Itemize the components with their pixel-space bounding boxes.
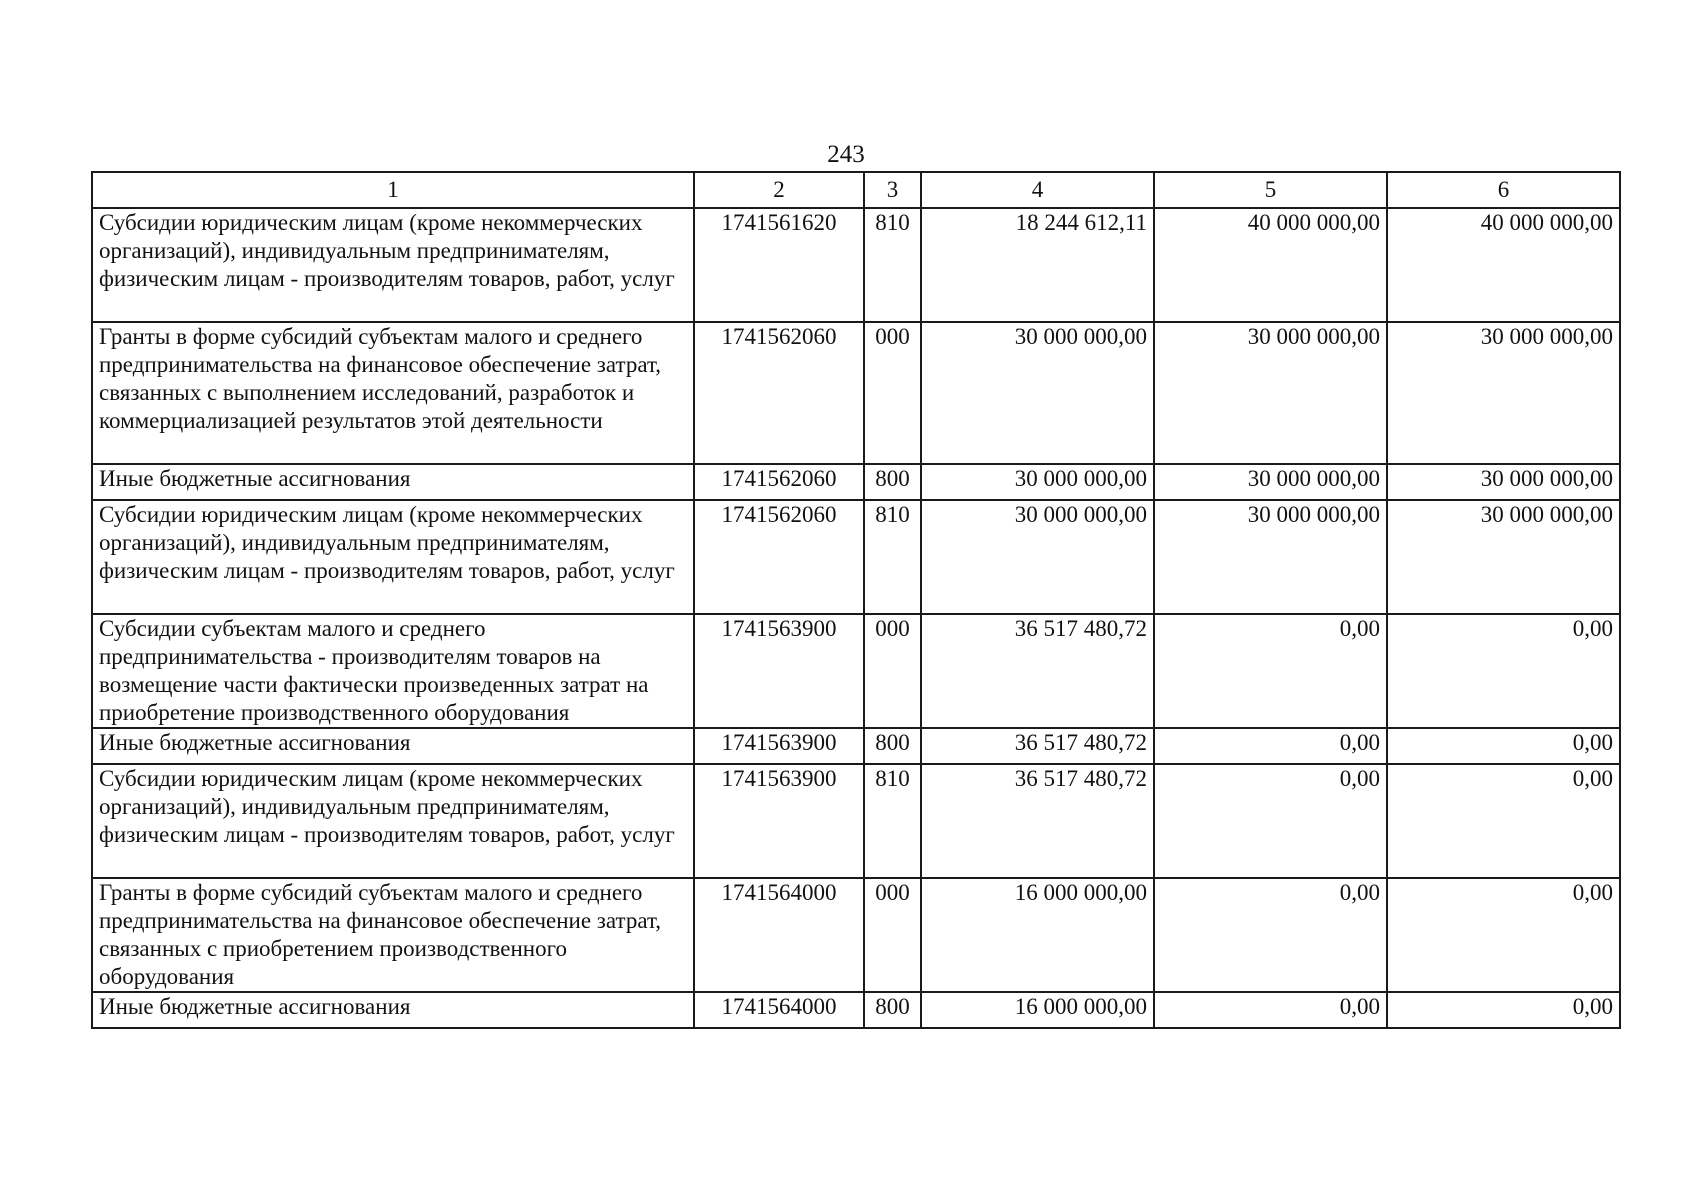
row-csr: 1741561620 — [694, 208, 864, 322]
table-row — [92, 208, 1620, 322]
row-amount-1: 16 000 000,00 — [921, 878, 1154, 992]
row-vr: 000 — [864, 614, 921, 728]
row-amount-2: 30 000 000,00 — [1154, 464, 1387, 500]
row-amount-2: 0,00 — [1154, 878, 1387, 992]
column-header-amount-3: 6 — [1387, 172, 1620, 208]
row-amount-1: 30 000 000,00 — [921, 500, 1154, 614]
row-csr: 1741563900 — [694, 728, 864, 764]
table-row — [92, 878, 1620, 992]
table-row — [92, 728, 1620, 764]
row-amount-3: 30 000 000,00 — [1387, 464, 1620, 500]
row-amount-2: 30 000 000,00 — [1154, 322, 1387, 464]
row-name: Гранты в форме субсидий субъектам малого и среднего предпринимательства на финансовое обеспечение затрат, связанных с выполнением исследований, разработок и коммерциализацией результатов этой деятельности — [92, 322, 694, 464]
row-amount-1: 36 517 480,72 — [921, 614, 1154, 728]
table-row — [92, 614, 1620, 728]
table-row — [92, 500, 1620, 614]
page-number: 243 — [827, 141, 865, 168]
row-amount-2: 0,00 — [1154, 614, 1387, 728]
row-vr: 000 — [864, 878, 921, 992]
row-csr: 1741562060 — [694, 464, 864, 500]
row-amount-3: 0,00 — [1387, 728, 1620, 764]
row-amount-3: 30 000 000,00 — [1387, 500, 1620, 614]
row-csr: 1741564000 — [694, 878, 864, 992]
row-vr: 810 — [864, 764, 921, 878]
row-name: Субсидии юридическим лицам (кроме некоммерческих организаций), индивидуальным предпринимателям, физическим лицам - производителям товаров, работ, услуг — [92, 208, 694, 322]
row-csr: 1741562060 — [694, 500, 864, 614]
column-header-amount-1: 4 — [921, 172, 1154, 208]
row-vr: 810 — [864, 500, 921, 614]
row-amount-3: 40 000 000,00 — [1387, 208, 1620, 322]
row-name: Иные бюджетные ассигнования — [92, 728, 694, 764]
row-csr: 1741563900 — [694, 614, 864, 728]
row-csr: 1741562060 — [694, 322, 864, 464]
row-amount-3: 0,00 — [1387, 878, 1620, 992]
table-row — [92, 764, 1620, 878]
row-name: Гранты в форме субсидий субъектам малого и среднего предпринимательства на финансовое обеспечение затрат, связанных с приобретением производственного оборудования — [92, 878, 694, 992]
row-amount-2: 30 000 000,00 — [1154, 500, 1387, 614]
row-amount-3: 0,00 — [1387, 764, 1620, 878]
row-vr: 800 — [864, 464, 921, 500]
row-amount-1: 36 517 480,72 — [921, 728, 1154, 764]
row-name: Субсидии юридическим лицам (кроме некоммерческих организаций), индивидуальным предпринимателям, физическим лицам - производителям товаров, работ, услуг — [92, 764, 694, 878]
table-header-row — [92, 172, 1620, 208]
row-amount-2: 40 000 000,00 — [1154, 208, 1387, 322]
row-amount-2: 0,00 — [1154, 728, 1387, 764]
row-amount-3: 0,00 — [1387, 614, 1620, 728]
budget-table — [91, 171, 1621, 1029]
column-header-name: 1 — [92, 172, 694, 208]
row-amount-1: 16 000 000,00 — [921, 992, 1154, 1028]
table-row — [92, 992, 1620, 1028]
row-name: Иные бюджетные ассигнования — [92, 992, 694, 1028]
row-amount-3: 0,00 — [1387, 992, 1620, 1028]
column-header-vr: 3 — [864, 172, 921, 208]
row-amount-3: 30 000 000,00 — [1387, 322, 1620, 464]
table-row — [92, 322, 1620, 464]
row-amount-1: 18 244 612,11 — [921, 208, 1154, 322]
row-amount-1: 36 517 480,72 — [921, 764, 1154, 878]
row-vr: 800 — [864, 992, 921, 1028]
row-vr: 800 — [864, 728, 921, 764]
row-name: Субсидии юридическим лицам (кроме некоммерческих организаций), индивидуальным предпринимателям, физическим лицам - производителям товаров, работ, услуг — [92, 500, 694, 614]
row-vr: 810 — [864, 208, 921, 322]
column-header-amount-2: 5 — [1154, 172, 1387, 208]
row-amount-1: 30 000 000,00 — [921, 322, 1154, 464]
row-amount-2: 0,00 — [1154, 992, 1387, 1028]
table-row — [92, 464, 1620, 500]
row-csr: 1741563900 — [694, 764, 864, 878]
row-amount-2: 0,00 — [1154, 764, 1387, 878]
row-vr: 000 — [864, 322, 921, 464]
row-name: Субсидии субъектам малого и среднего предпринимательства - производителям товаров на возмещение части фактически произведенных затрат на приобретение производственного оборудования — [92, 614, 694, 728]
row-csr: 1741564000 — [694, 992, 864, 1028]
row-amount-1: 30 000 000,00 — [921, 464, 1154, 500]
row-name: Иные бюджетные ассигнования — [92, 464, 694, 500]
column-header-csr: 2 — [694, 172, 864, 208]
